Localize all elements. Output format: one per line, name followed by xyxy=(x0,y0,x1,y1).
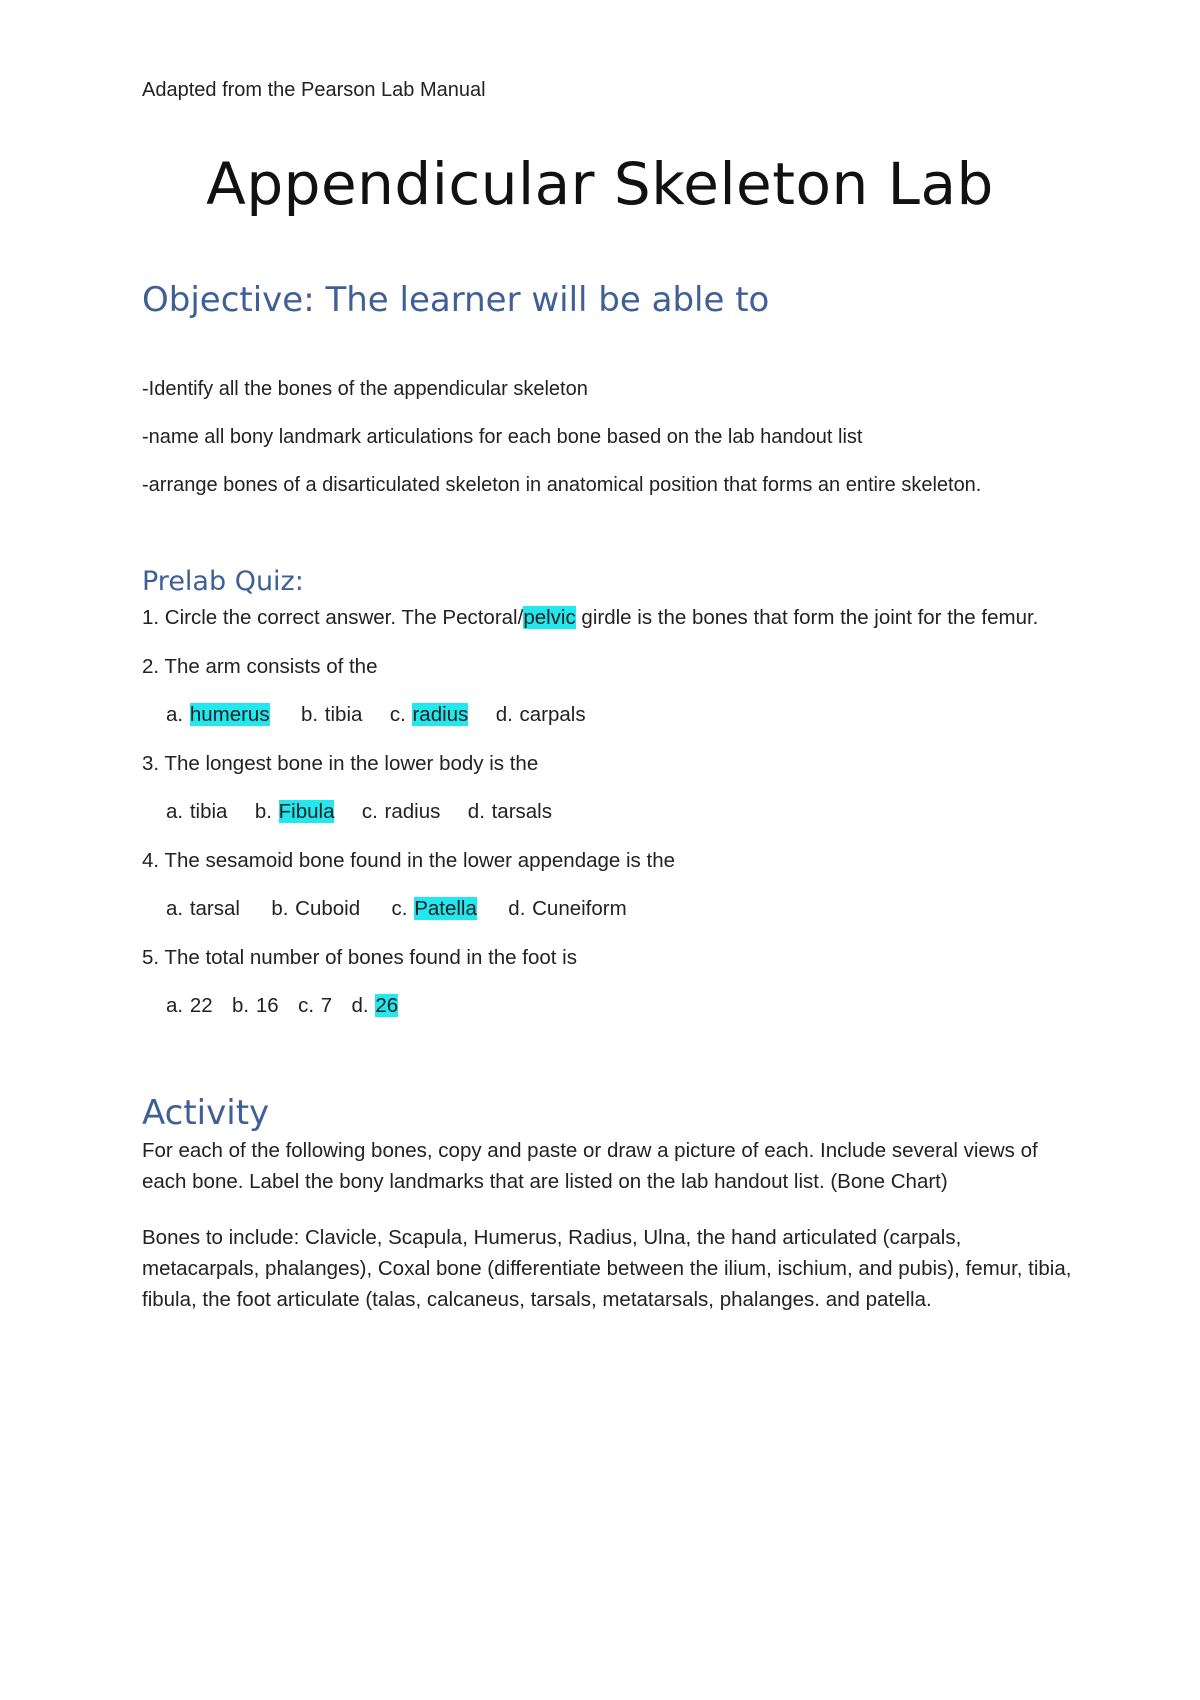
option-letter: a. xyxy=(166,703,184,726)
option-letter: b. xyxy=(232,994,250,1017)
question-4-options xyxy=(166,897,627,921)
option-text: tibia xyxy=(189,800,228,823)
option-answer-highlighted: Fibula xyxy=(278,800,335,823)
question-2-options xyxy=(166,703,586,727)
option-letter: a. xyxy=(166,897,184,920)
option-letter: d. xyxy=(351,994,369,1017)
option-letter: b. xyxy=(254,800,272,823)
option-text: 22 xyxy=(189,994,213,1017)
question-3-stem: 3. The longest bone in the lower body is the xyxy=(142,752,539,775)
question-3-options xyxy=(166,800,552,824)
option-text: Cuboid xyxy=(295,897,361,920)
document-title: Appendicular Skeleton Lab xyxy=(206,150,994,218)
activity-heading: Activity xyxy=(142,1093,270,1133)
question-4-stem: 4. The sesamoid bone found in the lower appendage is the xyxy=(142,849,675,872)
header-note: Adapted from the Pearson Lab Manual xyxy=(142,79,486,101)
option-text: radius xyxy=(384,800,441,823)
question-2-stem: 2. The arm consists of the xyxy=(142,655,378,678)
objective-item-3: -arrange bones of a disarticulated skeleton in anatomical position that forms an entire skeleton. xyxy=(142,474,982,496)
activity-paragraph-1: For each of the following bones, copy and paste or draw a picture of each. Include several views of each bone. Label the bony landmarks that are listed on the lab handout list. (Bone Chart) xyxy=(142,1139,1038,1193)
question-1-highlighted-answer: pelvic xyxy=(523,606,576,629)
option-answer-highlighted: 26 xyxy=(375,994,399,1017)
option-answer-highlighted: radius xyxy=(412,703,469,726)
option-letter: b. xyxy=(300,703,319,726)
option-text: carpals xyxy=(519,703,586,726)
option-letter: c. xyxy=(391,897,408,920)
objective-item-2: -name all bony landmark articulations for each bone based on the lab handout list xyxy=(142,426,863,448)
option-text: tarsals xyxy=(491,800,552,823)
option-letter: b. xyxy=(271,897,289,920)
question-1-text-after: girdle is the bones that form the joint for the femur. xyxy=(575,606,1039,629)
option-letter: d. xyxy=(467,800,485,823)
option-letter: c. xyxy=(298,994,315,1017)
activity-paragraph-2: Bones to include: Clavicle, Scapula, Humerus, Radius, Ulna, the hand articulated (carpals, metacarpals, phalanges), Coxal bone (differentiate between the ilium, ischium, and pubis), femur, tibia, fibula, the foot articulate (talas, calcaneus, tarsals, metatarsals, phalanges. and patella. xyxy=(142,1226,1072,1311)
option-answer-highlighted: humerus xyxy=(189,703,270,726)
objective-item-1: -Identify all the bones of the appendicular skeleton xyxy=(142,378,588,400)
option-letter: a. xyxy=(166,800,184,823)
option-text: tarsal xyxy=(189,897,240,920)
option-letter: c. xyxy=(361,800,378,823)
option-letter: d. xyxy=(508,897,526,920)
question-5-stem: 5. The total number of bones found in the foot is xyxy=(142,946,577,969)
option-text: Cuneiform xyxy=(532,897,627,920)
option-answer-highlighted: Patella xyxy=(414,897,477,920)
option-text: 16 xyxy=(255,994,279,1017)
option-text: 7 xyxy=(320,994,333,1017)
option-letter: c. xyxy=(389,703,406,726)
question-1-text-before: 1. Circle the correct answer. The Pectoral/ xyxy=(142,606,524,629)
question-5-options xyxy=(166,994,398,1018)
question-1 xyxy=(142,606,1038,630)
objective-heading: Objective: The learner will be able to xyxy=(142,280,770,320)
option-letter: d. xyxy=(495,703,513,726)
prelab-quiz-heading: Prelab Quiz: xyxy=(142,566,304,597)
option-letter: a. xyxy=(166,994,184,1017)
option-text: tibia xyxy=(324,703,363,726)
